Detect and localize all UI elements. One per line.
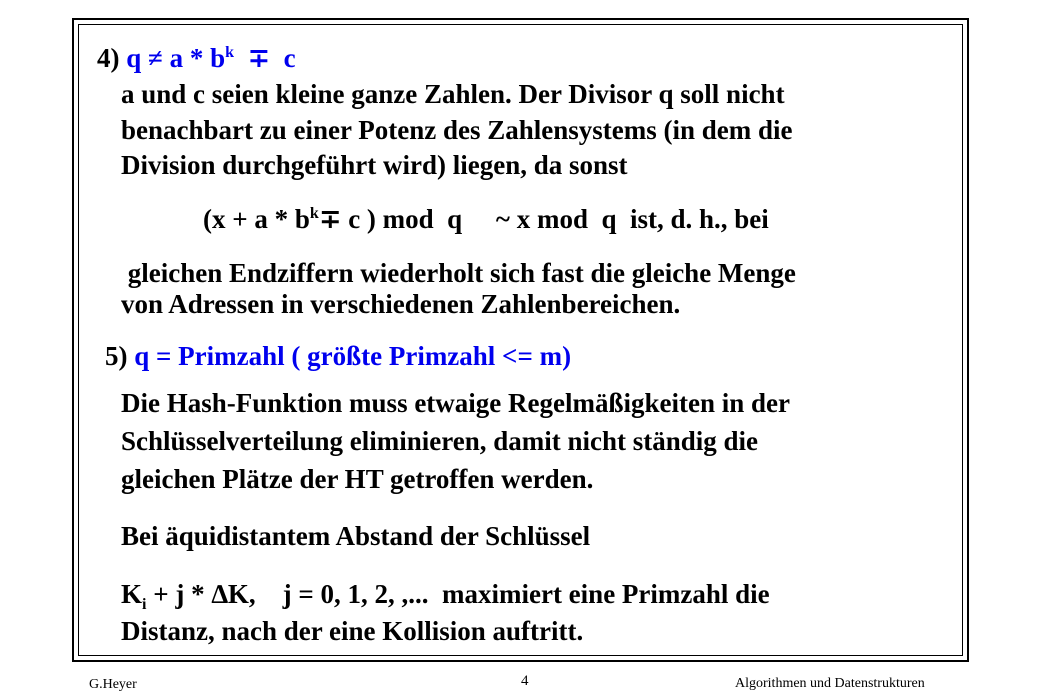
item5-para3-line-1: $K_i + j * \Delta K$, j = 0, 1, 2, ,... maximiert eine Primzahl die: [121, 579, 770, 613]
item5-number: 5): [105, 341, 128, 371]
item5-heading: [105, 340, 571, 372]
footer-page-number: 4: [521, 673, 529, 689]
item4-line-2: benachbart zu einer Potenz des Zahlensystems (in dem die: [121, 115, 793, 145]
item4-heading: [97, 42, 296, 74]
item4-tail-2: von Adressen in verschiedenen Zahlenbereichen.: [121, 289, 681, 319]
item5-para2: Bei äquidistantem Abstand der Schlüssel: [121, 521, 591, 551]
item5-para1-line-1: Die Hash-Funktion muss etwaige Regelmäßigkeiten in der: [121, 388, 791, 418]
item4-line-3: Division durchgeführt wird) liegen, da sonst: [121, 150, 628, 180]
item4-mod-line: ($x + a * b^k\mp c$ ) mod q ~ x mod q ist, d. h., bei: [203, 204, 769, 234]
item5-para3-line-2: Distanz, nach der eine Kollision auftritt.: [121, 616, 584, 646]
item5-para1-line-2: Schlüsselverteilung eliminieren, damit nicht ständig die: [121, 426, 759, 456]
footer-author: G.Heyer: [89, 677, 137, 692]
item4-line-1: a und c seien kleine ganze Zahlen. Der Divisor q soll nicht: [121, 79, 785, 109]
item4-tail-1: gleichen Endziffern wiederholt sich fast die gleiche Menge: [121, 258, 796, 288]
item5-para1-line-3: gleichen Plätze der HT getroffen werden.: [121, 464, 594, 494]
footer-course: Algorithmen und Datenstrukturen: [735, 676, 925, 691]
item5-title: q = Primzahl ( größte Primzahl <= m): [134, 341, 572, 371]
item4-formula: $q \ne a * b^k \mp c$: [126, 43, 296, 73]
item4-number: 4): [97, 43, 120, 73]
